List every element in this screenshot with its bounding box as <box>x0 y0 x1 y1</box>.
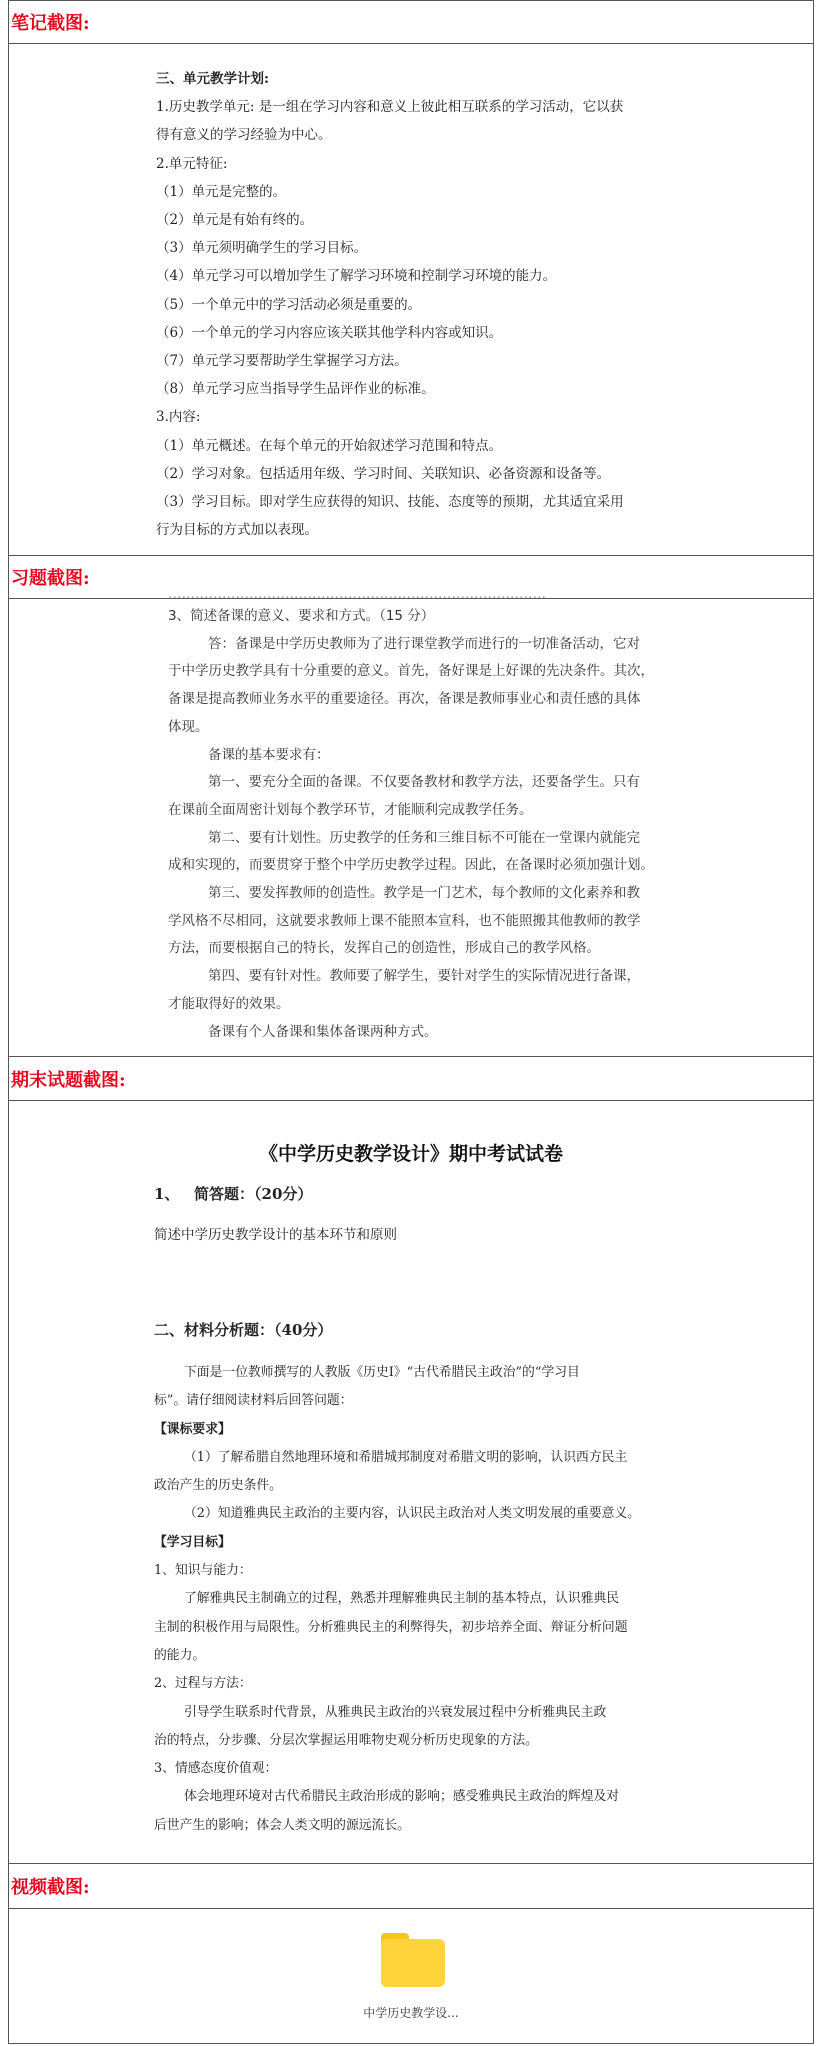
question-1-heading <box>154 1183 312 1204</box>
exam-line: 1、知识与能力： <box>154 1563 252 1579</box>
exam-line: （1）了解希腊自然地理环境和希腊城邦制度对希腊文明的影响，认识西方民主 <box>184 1449 628 1465</box>
notes-line: （7）单元学习要帮助学生掌握学习方法。 <box>156 353 408 370</box>
exam-line: 政治产生的历史条件。 <box>154 1478 282 1494</box>
video-section <box>8 1909 814 2043</box>
exercise-line: 才能取得好的效果。 <box>168 995 290 1012</box>
exam-line: 引导学生联系时代背景，从雅典民主政治的兴衰发展过程中分析雅典民主政 <box>184 1704 607 1720</box>
notes-line: （3）单元须明确学生的学习目标。 <box>156 240 368 257</box>
notes-line: （6）一个单元的学习内容应该关联其他学科内容或知识。 <box>156 324 503 341</box>
notes-line: （5）一个单元中的学习活动必须是重要的。 <box>156 296 422 313</box>
exercise-line: 体现。 <box>168 718 209 735</box>
exam-header <box>8 1056 814 1101</box>
exam-line: 2、过程与方法： <box>154 1676 252 1692</box>
notes-content <box>156 65 676 544</box>
exam-line: 的能力。 <box>154 1647 206 1663</box>
exercise-content <box>168 587 688 1046</box>
exercise-line: 第二、要有计划性。历史教学的任务和三维目标不可能在一堂课内就能完 <box>208 829 640 846</box>
exam-line: 标”。请仔细阅读材料后回答问题： <box>154 1393 353 1409</box>
folder-icon-body <box>381 1939 445 1987</box>
exam-line: 3、情感态度价值观： <box>154 1761 278 1777</box>
exam-section <box>8 1101 814 1863</box>
notes-line: 行为目标的方式加以表现。 <box>156 522 318 539</box>
notes-line: 三、单元教学计划: <box>156 71 269 87</box>
exercise-line: 在课前全面周密计划每个教学环节，才能顺利完成教学任务。 <box>168 801 533 818</box>
exercise-line: 备课是提高教师业务水平的重要途径。再次，备课是教师事业心和责任感的具体 <box>168 691 641 708</box>
exam-line: 了解雅典民主制确立的过程，熟悉并理解雅典民主制的基本特点，认识雅典民 <box>184 1591 620 1607</box>
notes-line: （2）学习对象。包括适用年级、学习时间、关联知识、必备资源和设备等。 <box>156 465 611 482</box>
question-1-number: 1、 <box>154 1185 180 1203</box>
exam-line: 【课标要求】 <box>154 1421 231 1437</box>
exercise-line: 3、简述备课的意义、要求和方式。（15 分） <box>168 608 435 624</box>
exercise-line: ………………………………………………………………………… <box>168 586 546 602</box>
folder-icon[interactable] <box>381 1933 445 1987</box>
exercise-line: 成和实现的，而要贯穿于整个中学历史教学过程。因此，在备课时必须加强计划。 <box>168 857 654 874</box>
exercise-line: 于中学历史教学具有十分重要的意义。首先，备好课是上好课的先决条件。其次， <box>168 663 654 680</box>
exercise-line: 第三、要发挥教师的创造性。教学是一门艺术，每个教师的文化素养和教 <box>208 885 640 902</box>
notes-line: （3）学习目标。即对学生应获得的知识、技能、态度等的预期，尤其适宜采用 <box>156 494 624 511</box>
exercise-header-label: 习题截图: <box>11 568 90 589</box>
notes-line: 1.历史教学单元: 是一组在学习内容和意义上彼此相互联系的学习活动，它以获 <box>156 99 624 116</box>
notes-line: （4）单元学习可以增加学生了解学习环境和控制学习环境的能力。 <box>156 268 557 285</box>
notes-line: （8）单元学习应当指导学生品评作业的标准。 <box>156 381 435 398</box>
video-header <box>8 1863 814 1909</box>
question-1-label: 简答题：（20分） <box>194 1185 313 1203</box>
notes-section <box>8 55 814 555</box>
exam-material <box>154 1359 714 1840</box>
exam-line: 体会地理环境对古代希腊民主政治形成的影响；感受雅典民主政治的辉煌及对 <box>184 1789 620 1805</box>
notes-line: 得有意义的学习经验为中心。 <box>156 127 332 144</box>
exercise-line: 第一、要充分全面的备课。不仅要备教材和教学方法，还要备学生。只有 <box>208 774 640 791</box>
exam-header-label: 期末试题截图: <box>11 1069 126 1091</box>
exercise-line: 第四、要有针对性。教师要了解学生，要针对学生的实际情况进行备课， <box>208 968 640 985</box>
exam-line: 主制的积极作用与局限性。分析雅典民主的利弊得失，初步培养全面、辩证分析问题 <box>154 1619 628 1635</box>
exam-line: （2）知道雅典民主政治的主要内容，认识民主政治对人类文明发展的重要意义。 <box>184 1506 641 1522</box>
exercise-line: 方法，而要根据自己的特长，发挥自己的创造性，形成自己的教学风格。 <box>168 940 600 957</box>
notes-header-label: 笔记截图: <box>11 12 90 34</box>
notes-line: （2）单元是有始有终的。 <box>156 212 314 229</box>
notes-line: （1）单元是完整的。 <box>156 183 287 200</box>
exercise-line: 备课有个人备课和集体备课两种方式。 <box>208 1023 438 1040</box>
exam-line: 下面是一位教师撰写的人教版《历史Ⅰ》“古代希腊民主政治”的“学习目 <box>184 1365 580 1380</box>
exam-line: 【学习目标】 <box>154 1534 231 1550</box>
notes-header <box>8 0 814 44</box>
video-header-label: 视频截图: <box>11 1877 90 1898</box>
exercise-line: 备课的基本要求有： <box>208 746 330 763</box>
exercise-line: 答：备课是中学历史教师为了进行课堂教学而进行的一切准备活动，它对 <box>208 635 640 652</box>
exam-line: 后世产生的影响；体会人类文明的源远流长。 <box>154 1817 410 1833</box>
question-2-heading: 二、材料分析题：（40分） <box>154 1321 333 1339</box>
notes-line: （1）单元概述。在每个单元的开始叙述学习范围和特点。 <box>156 437 503 454</box>
exam-title: 《中学历史教学设计》期中考试试卷 <box>258 1143 563 1165</box>
exercise-section <box>8 586 814 1054</box>
video-file-name[interactable]: 中学历史教学设... <box>363 2006 459 2020</box>
notes-line: 3.内容: <box>156 409 201 426</box>
question-1-text: 简述中学历史教学设计的基本环节和原则 <box>154 1227 397 1243</box>
notes-line: 2.单元特征: <box>156 155 228 172</box>
exercise-line: 学风格不尽相同，这就要求教师上课不能照本宣科，也不能照搬其他教师的教学 <box>168 912 641 929</box>
exam-line: 治的特点，分步骤、分层次掌握运用唯物史观分析历史现象的方法。 <box>154 1732 538 1748</box>
